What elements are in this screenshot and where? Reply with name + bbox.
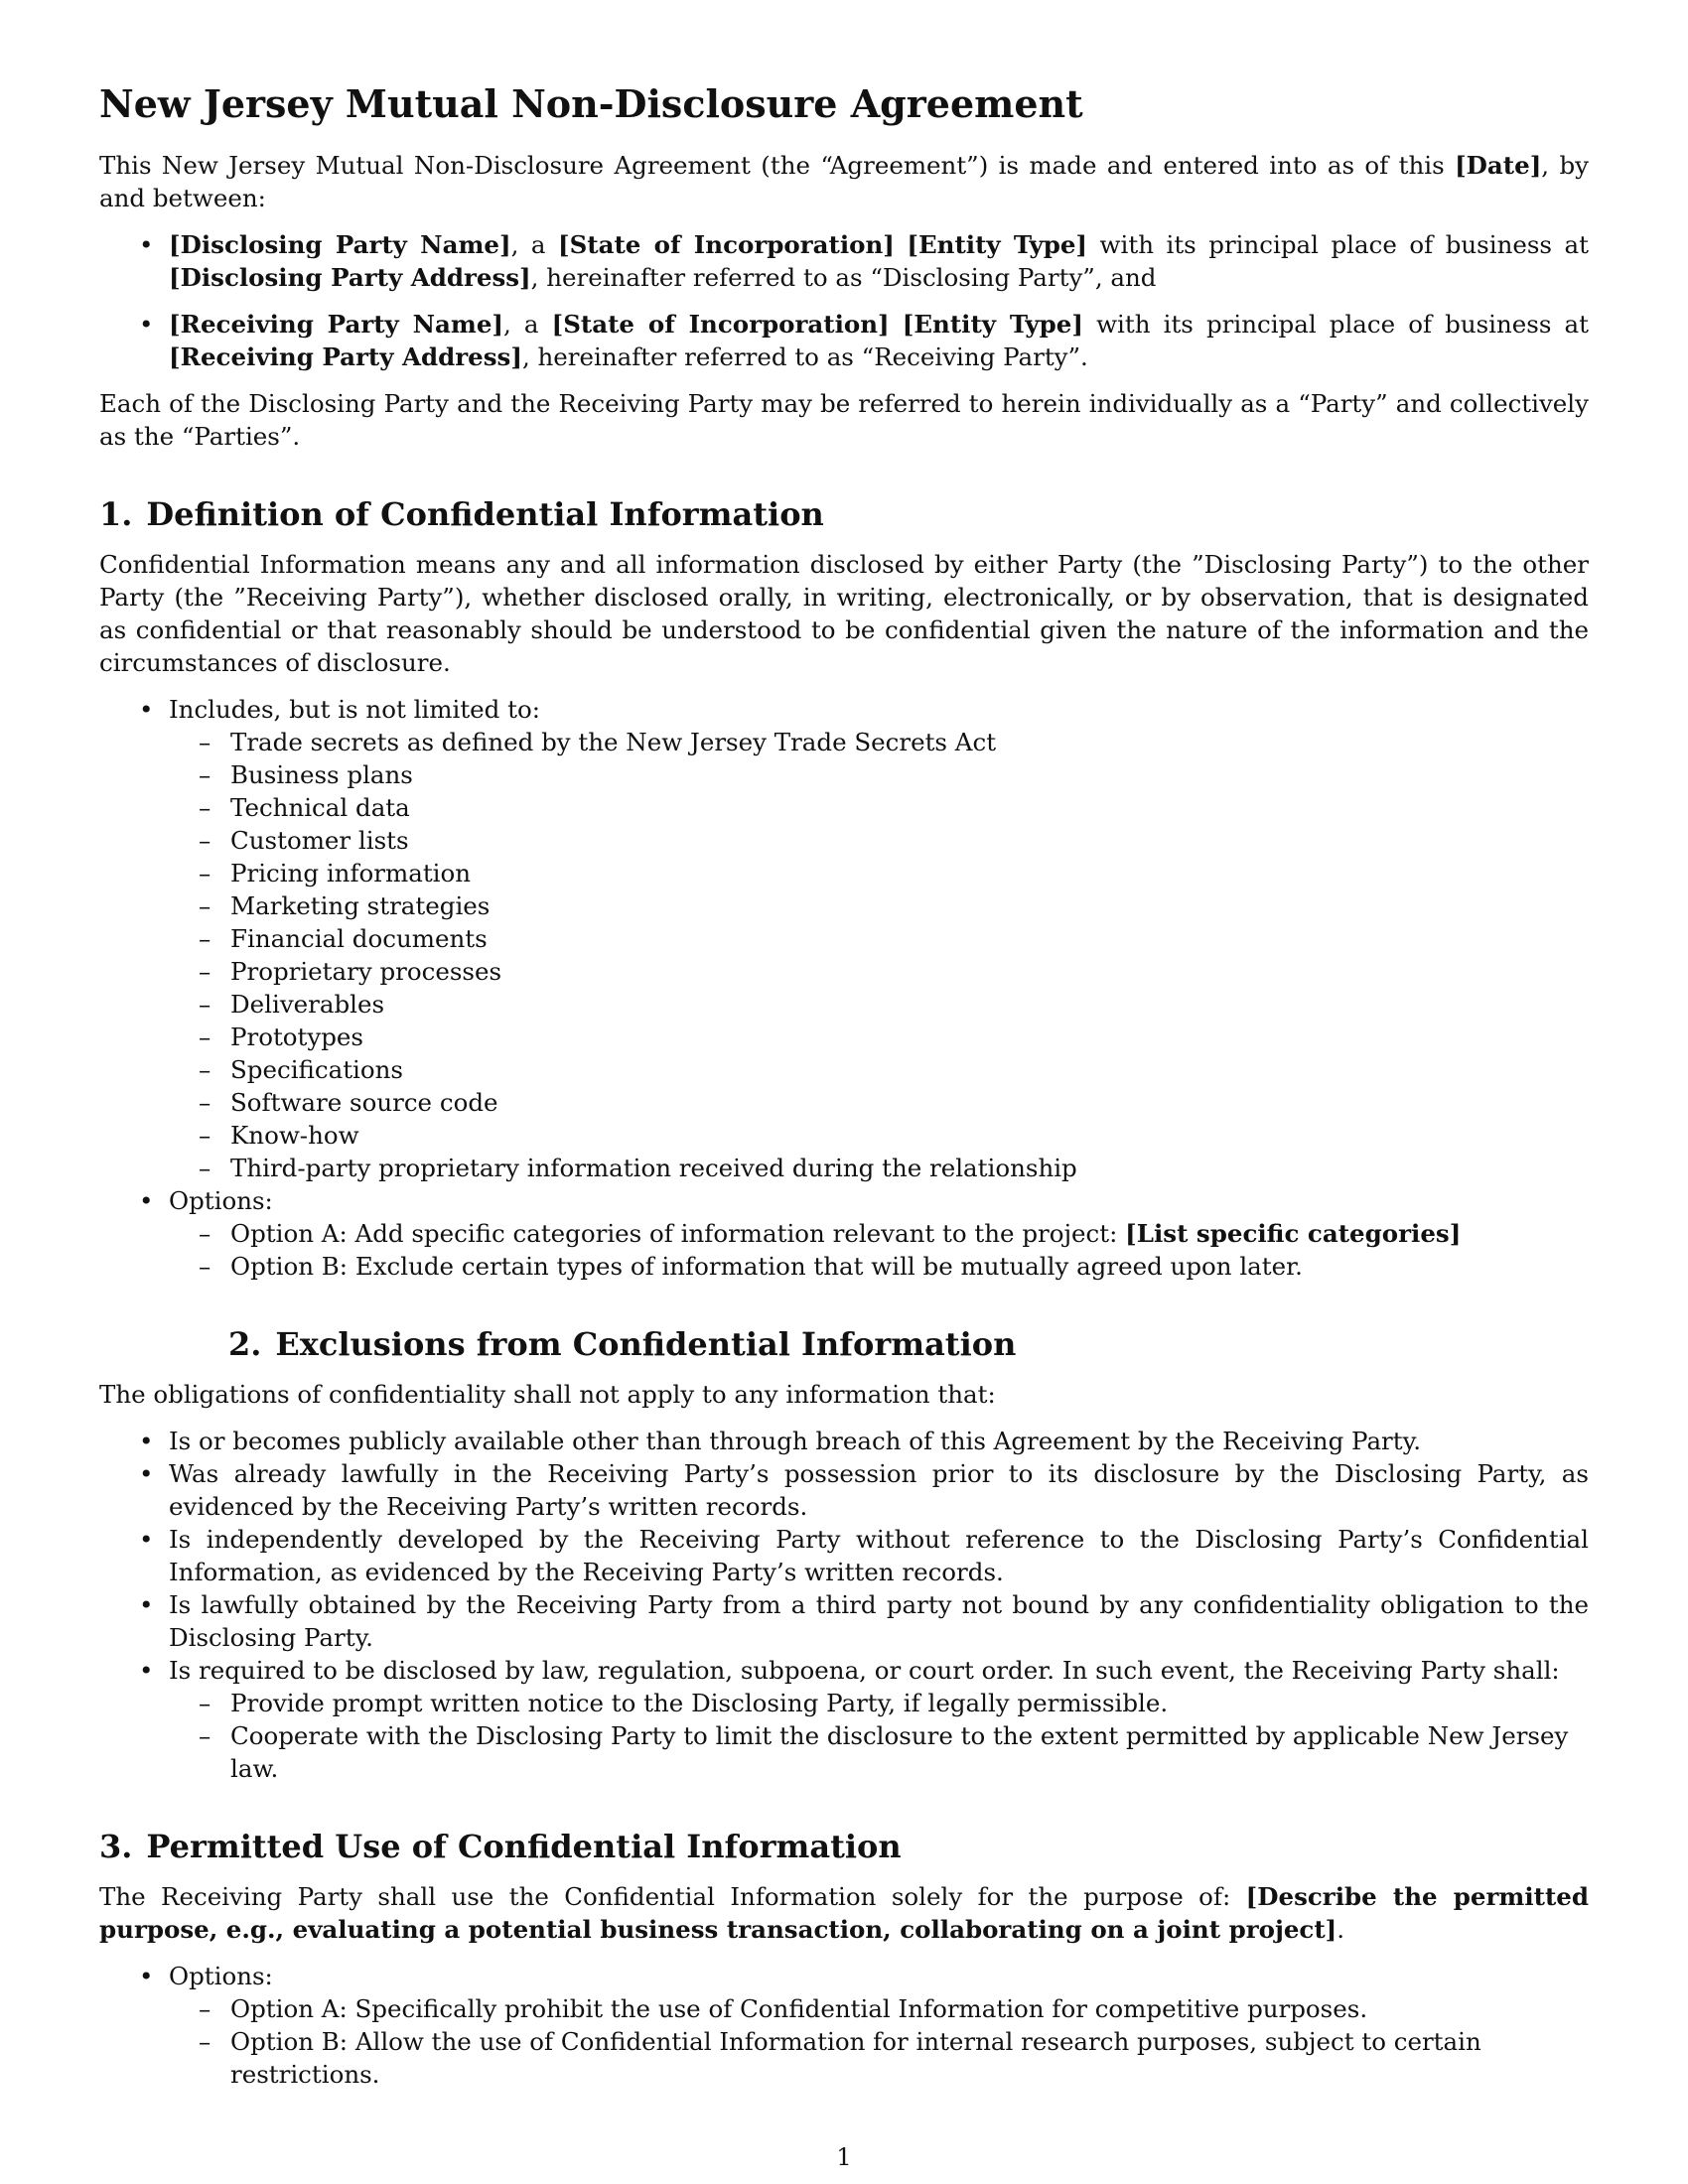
document-content [99, 81, 1589, 2105]
section-2-list [99, 1425, 1589, 1785]
list-item: – Trade secrets as defined by the New Jersey Trade Secrets Act [169, 726, 1589, 758]
list-item: • Is required to be disclosed by law, regulation, subpoena, or court order. In such event, the Receiving Party shall: – Provide prompt written notice to the Disclosing Party, if legally permissible. – Cooperate with the Disclosing Party to limit the disclosure to the extent permitted by applicable New Jersey law. [99, 1654, 1589, 1785]
list-item: – Customer lists [169, 824, 1589, 857]
section-2-sublist [169, 1687, 1589, 1785]
list-item: • Was already lawfully in the Receiving Party’s possession prior to its disclosure by the Disclosing Party, as evidenced by the Receiving Party’s written records. [99, 1457, 1589, 1523]
options-item: • Options: – Option A: Add specific categories of information relevant to the project: [List specific categories] – Option B: Exclude certain types of information that will be mutually agreed upon later. [99, 1184, 1589, 1283]
options-sublist [169, 1217, 1589, 1283]
list-item: • Is lawfully obtained by the Receiving Party from a third party not bound by any confidentiality obligation to the Disclosing Party. [99, 1588, 1589, 1654]
page-number: 1 [836, 2143, 852, 2171]
includes-sublist [169, 726, 1589, 1184]
option-a: – Option A: Add specific categories of information relevant to the project: [List specific categories] [169, 1217, 1589, 1250]
list-item: – Technical data [169, 791, 1589, 824]
list-item: – Third-party proprietary information received during the relationship [169, 1152, 1589, 1184]
intro-paragraph: This New Jersey Mutual Non-Disclosure Agreement (the “Agreement”) is made and entered into as of this [Date], by and between: [99, 151, 1590, 212]
options-sublist [169, 1992, 1589, 2091]
option-a: – Option A: Specifically prohibit the use of Confidential Information for competitive purposes. [169, 1992, 1589, 2025]
parties-note: Each of the Disclosing Party and the Receiving Party may be referred to herein individually as a “Party” and collectively as the “Parties”. [99, 389, 1589, 451]
section-3-list [99, 1960, 1589, 2091]
list-item: – Prototypes [169, 1021, 1589, 1053]
section-2-heading: 2. Exclusions from Confidential Information [228, 1325, 1017, 1363]
section-3-heading: 3. Permitted Use of Confidential Information [99, 1828, 902, 1865]
list-item: – Business plans [169, 758, 1589, 791]
list-item: – Cooperate with the Disclosing Party to limit the disclosure to the extent permitted by applicable New Jersey law. [169, 1719, 1589, 1785]
list-item: – Provide prompt written notice to the Disclosing Party, if legally permissible. [169, 1687, 1589, 1719]
list-item: – Software source code [169, 1086, 1589, 1119]
party-receiving: • [Receiving Party Name], a [State of Incorporation] [Entity Type] with its principal place of business at [Receiving Party Address], hereinafter referred to as “Receiving Party”. [99, 308, 1589, 373]
list-item: – Specifications [169, 1053, 1589, 1086]
list-item: – Marketing strategies [169, 889, 1589, 922]
includes-item: • Includes, but is not limited to: – Trade secrets as defined by the New Jersey Trade Secrets Act – Business plans – Technical data – Customer lists – Pricing information – Marketing strategies – Financial documents – Proprietary processes – Deliverables – Prototypes – Specifications – Software source code – Know-how – Third-party proprietary information received during the relationship [99, 693, 1589, 1184]
document-title: New Jersey Mutual Non-Disclosure Agreement [99, 81, 1083, 126]
section-2-intro: The obligations of confidentiality shall not apply to any information that: [99, 1380, 996, 1409]
parties-list [99, 228, 1589, 373]
section-1-body: Confidential Information means any and all information disclosed by either Party (the ”Disclosing Party”) to the other Party (the ”Receiving Party”), whether disclosed orally, in writing, electronically, or by observation, that is designated as confidential or that reasonably should be understood to be confidential given the nature of the information and the circumstances of disclosure. [99, 550, 1589, 677]
list-item: – Pricing information [169, 857, 1589, 889]
list-item: – Proprietary processes [169, 955, 1589, 988]
list-item: – Know-how [169, 1119, 1589, 1152]
section-1-list [99, 693, 1589, 1283]
list-item: – Deliverables [169, 988, 1589, 1021]
date-placeholder: [Date] [1455, 151, 1542, 180]
option-b: – Option B: Allow the use of Confidential Information for internal research purposes, subject to certain restrictions. [169, 2025, 1589, 2091]
section-1-heading: 1. Definition of Confidential Information [99, 495, 824, 533]
options-item: • Options: – Option A: Specifically prohibit the use of Confidential Information for competitive purposes. – Option B: Allow the use of Confidential Information for internal research purposes, subject to certain restrictions. [99, 1960, 1589, 2091]
list-item: – Financial documents [169, 922, 1589, 955]
option-b: – Option B: Exclude certain types of information that will be mutually agreed upon later. [169, 1250, 1589, 1283]
list-item: • Is independently developed by the Receiving Party without reference to the Disclosing Party’s Confidential Information, as evidenced by the Receiving Party’s written records. [99, 1523, 1589, 1588]
list-item: • Is or becomes publicly available other than through breach of this Agreement by the Receiving Party. [99, 1425, 1589, 1457]
section-3-body: The Receiving Party shall use the Confidential Information solely for the purpose of: [Describe the permitted purpose, e.g., evaluating a potential business transaction, collaborating on a joint project]. [99, 1882, 1589, 1944]
party-disclosing: • [Disclosing Party Name], a [State of Incorporation] [Entity Type] with its principal place of business at [Disclosing Party Address], hereinafter referred to as “Disclosing Party”, and [99, 228, 1589, 294]
